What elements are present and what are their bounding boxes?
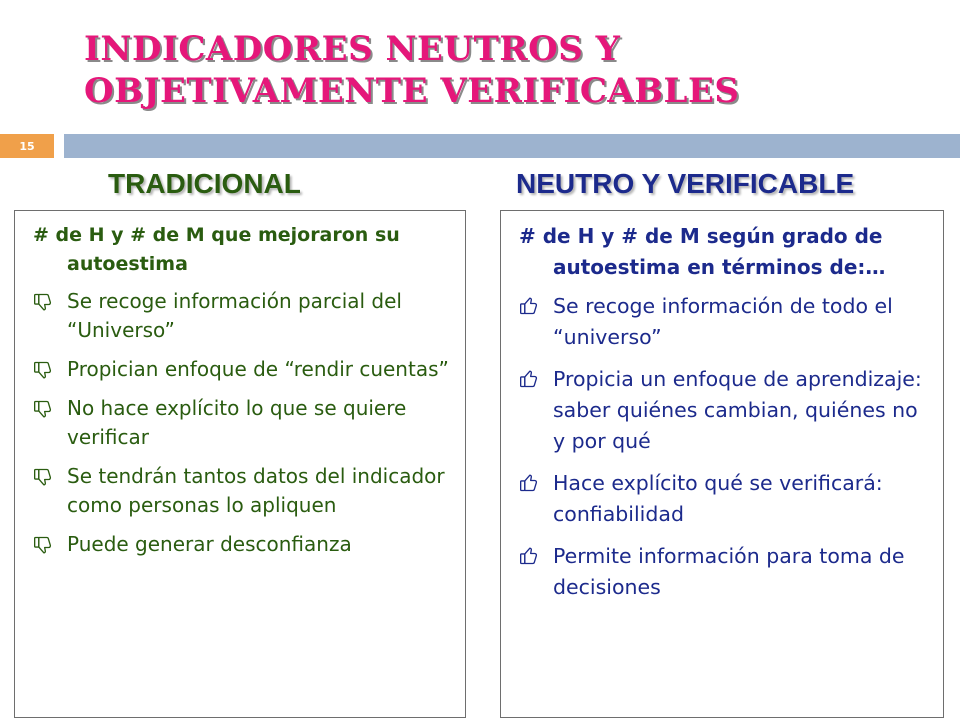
list-item	[519, 468, 931, 530]
thumbs-down-icon	[33, 394, 57, 423]
list-item-text: Permite información para toma de decisiones	[553, 544, 905, 599]
list-item	[519, 541, 931, 603]
traditional-box	[14, 210, 466, 718]
thumbs-down-icon	[33, 287, 57, 316]
list-item-text: No hace explícito lo que se quiere verificar	[67, 396, 407, 449]
list-item	[33, 287, 453, 345]
header-bar	[64, 134, 960, 158]
thumbs-up-icon	[519, 541, 543, 570]
thumbs-up-icon	[519, 468, 543, 497]
thumbs-down-icon	[33, 530, 57, 559]
list-item-text: Propicia un enfoque de aprendizaje: saber quiénes cambian, quiénes no y por qué	[553, 367, 922, 453]
traditional-list	[33, 287, 453, 559]
thumbs-up-icon	[519, 364, 543, 393]
traditional-heading: TRADICIONAL	[108, 168, 301, 199]
slide-number: 15	[0, 134, 54, 158]
list-item	[33, 530, 453, 559]
list-item-text: Hace explícito qué se verificará: confiabilidad	[553, 471, 883, 526]
list-item-text: Propician enfoque de “rendir cuentas”	[67, 357, 449, 381]
list-item-text: Se tendrán tantos datos del indicador como personas lo apliquen	[67, 464, 445, 517]
slide-title	[84, 28, 944, 112]
neutral-verifiable-list	[519, 291, 931, 603]
traditional-indicator-statement: # de H y # de M que mejoraron su autoestima	[33, 224, 400, 275]
slide-title-line-1: INDICADORES NEUTROS Y	[84, 29, 621, 69]
list-item-text: Puede generar desconfianza	[67, 532, 352, 556]
thumbs-down-icon	[33, 355, 57, 384]
list-item-text: Se recoge información de todo el “universo”	[553, 294, 893, 349]
list-item-text: Se recoge información parcial del “Universo”	[67, 289, 402, 342]
list-item	[33, 355, 453, 384]
list-item	[33, 394, 453, 452]
list-item	[33, 462, 453, 520]
slide-title-line-2: OBJETIVAMENTE VERIFICABLES	[84, 71, 740, 111]
thumbs-up-icon	[519, 291, 543, 320]
thumbs-down-icon	[33, 462, 57, 491]
neutral-verifiable-heading: NEUTRO Y VERIFICABLE	[516, 168, 855, 199]
list-item	[519, 291, 931, 353]
neutral-verifiable-box	[500, 210, 944, 718]
list-item	[519, 364, 931, 457]
neutral-indicator-statement: # de H y # de M según grado de autoestima en términos de:…	[519, 224, 886, 279]
